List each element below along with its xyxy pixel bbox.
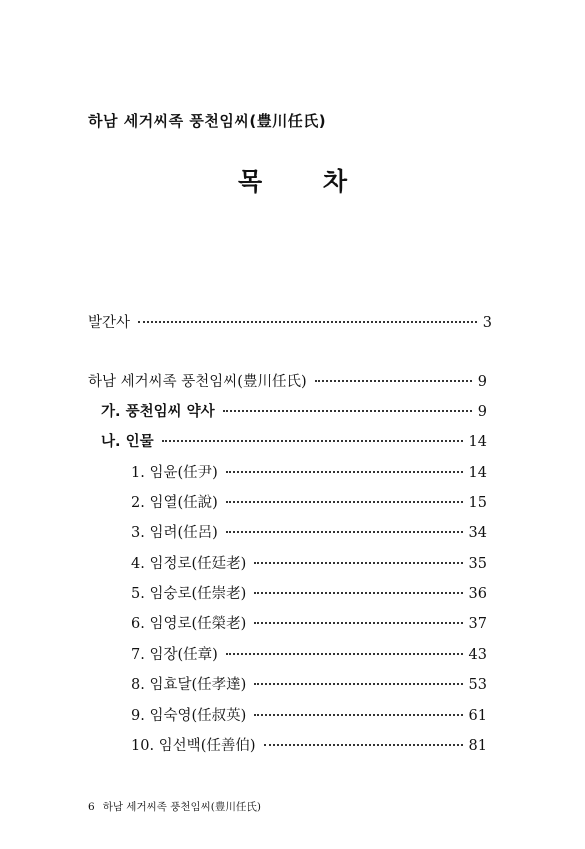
toc-entry-label: 6. 임영로(任榮老) — [131, 616, 247, 632]
toc-leader — [254, 562, 462, 564]
toc-leader — [162, 440, 463, 442]
toc-entry-page: 14 — [468, 434, 487, 450]
toc-entry-page: 15 — [468, 495, 487, 511]
toc-entry-label: 가. 풍천임씨 약사 — [101, 404, 215, 420]
toc-entry-page: 36 — [468, 586, 487, 602]
toc-leader — [254, 592, 462, 594]
footer-title: 하남 세거씨족 풍천임씨(豊川任氏) — [102, 801, 261, 813]
footer-page-number: 6 — [88, 801, 95, 813]
toc-leader — [223, 410, 472, 412]
toc-entry-chapter[interactable] — [88, 370, 487, 390]
toc-entry-person[interactable] — [131, 491, 487, 511]
toc-leader — [315, 380, 472, 382]
toc-entry-page: 9 — [477, 404, 487, 420]
toc-entry-page: 3 — [482, 315, 492, 331]
toc-entry-person[interactable] — [131, 673, 487, 693]
toc-entry-person[interactable] — [131, 643, 487, 663]
toc-entry-section-people[interactable] — [101, 430, 487, 450]
toc-entry-person[interactable] — [131, 612, 487, 632]
toc-entry-page: 43 — [468, 647, 487, 663]
toc-entry-person[interactable] — [131, 521, 487, 541]
toc-leader — [138, 321, 477, 323]
header-title: 하남 세거씨족 풍천임씨(豊川任氏) — [88, 112, 327, 130]
toc-leader — [254, 622, 462, 624]
toc-entry-label: 8. 임효달(任孝達) — [131, 677, 247, 693]
toc-leader — [226, 501, 463, 503]
toc-entry-label: 2. 임열(任說) — [131, 495, 218, 511]
toc-entry-label: 발간사 — [88, 315, 131, 331]
toc-entry-page: 81 — [468, 738, 487, 754]
toc-entry-page: 9 — [477, 374, 487, 390]
toc-entry-page: 37 — [468, 616, 487, 632]
toc-leader — [226, 471, 463, 473]
toc-entry-person[interactable] — [131, 734, 487, 754]
toc-entry-page: 34 — [468, 525, 487, 541]
toc-leader — [264, 744, 463, 746]
toc-entry-label: 하남 세거씨족 풍천임씨(豊川任氏) — [88, 374, 307, 390]
toc-entry-page: 35 — [468, 556, 487, 572]
toc-entry-label: 1. 임윤(任尹) — [131, 465, 218, 481]
toc-entry-person[interactable] — [131, 461, 487, 481]
toc-entry-label: 5. 임숭로(任崇老) — [131, 586, 247, 602]
toc-entry-label: 10. 임선백(任善伯) — [131, 738, 256, 754]
toc-entry-label: 3. 임려(任呂) — [131, 525, 218, 541]
toc-entry-label: 7. 임장(任章) — [131, 647, 218, 663]
toc-leader — [226, 653, 463, 655]
toc-entry-label: 나. 인물 — [101, 434, 154, 450]
toc-entry-preface[interactable] — [88, 311, 492, 331]
toc-entry-page: 53 — [468, 677, 487, 693]
toc-leader — [254, 714, 462, 716]
page-footer — [88, 799, 261, 814]
toc-entry-section-history[interactable] — [101, 400, 487, 420]
toc-entry-person[interactable] — [131, 552, 487, 572]
toc-entry-page: 14 — [468, 465, 487, 481]
toc-leader — [254, 683, 462, 685]
toc-entry-page: 61 — [468, 708, 487, 724]
toc-leader — [226, 531, 463, 533]
toc-entry-person[interactable] — [131, 582, 487, 602]
toc-entry-person[interactable] — [131, 704, 487, 724]
page-title: 목 차 — [237, 167, 373, 196]
toc-entry-label: 4. 임정로(任廷老) — [131, 556, 247, 572]
toc-entry-label: 9. 임숙영(任叔英) — [131, 708, 247, 724]
